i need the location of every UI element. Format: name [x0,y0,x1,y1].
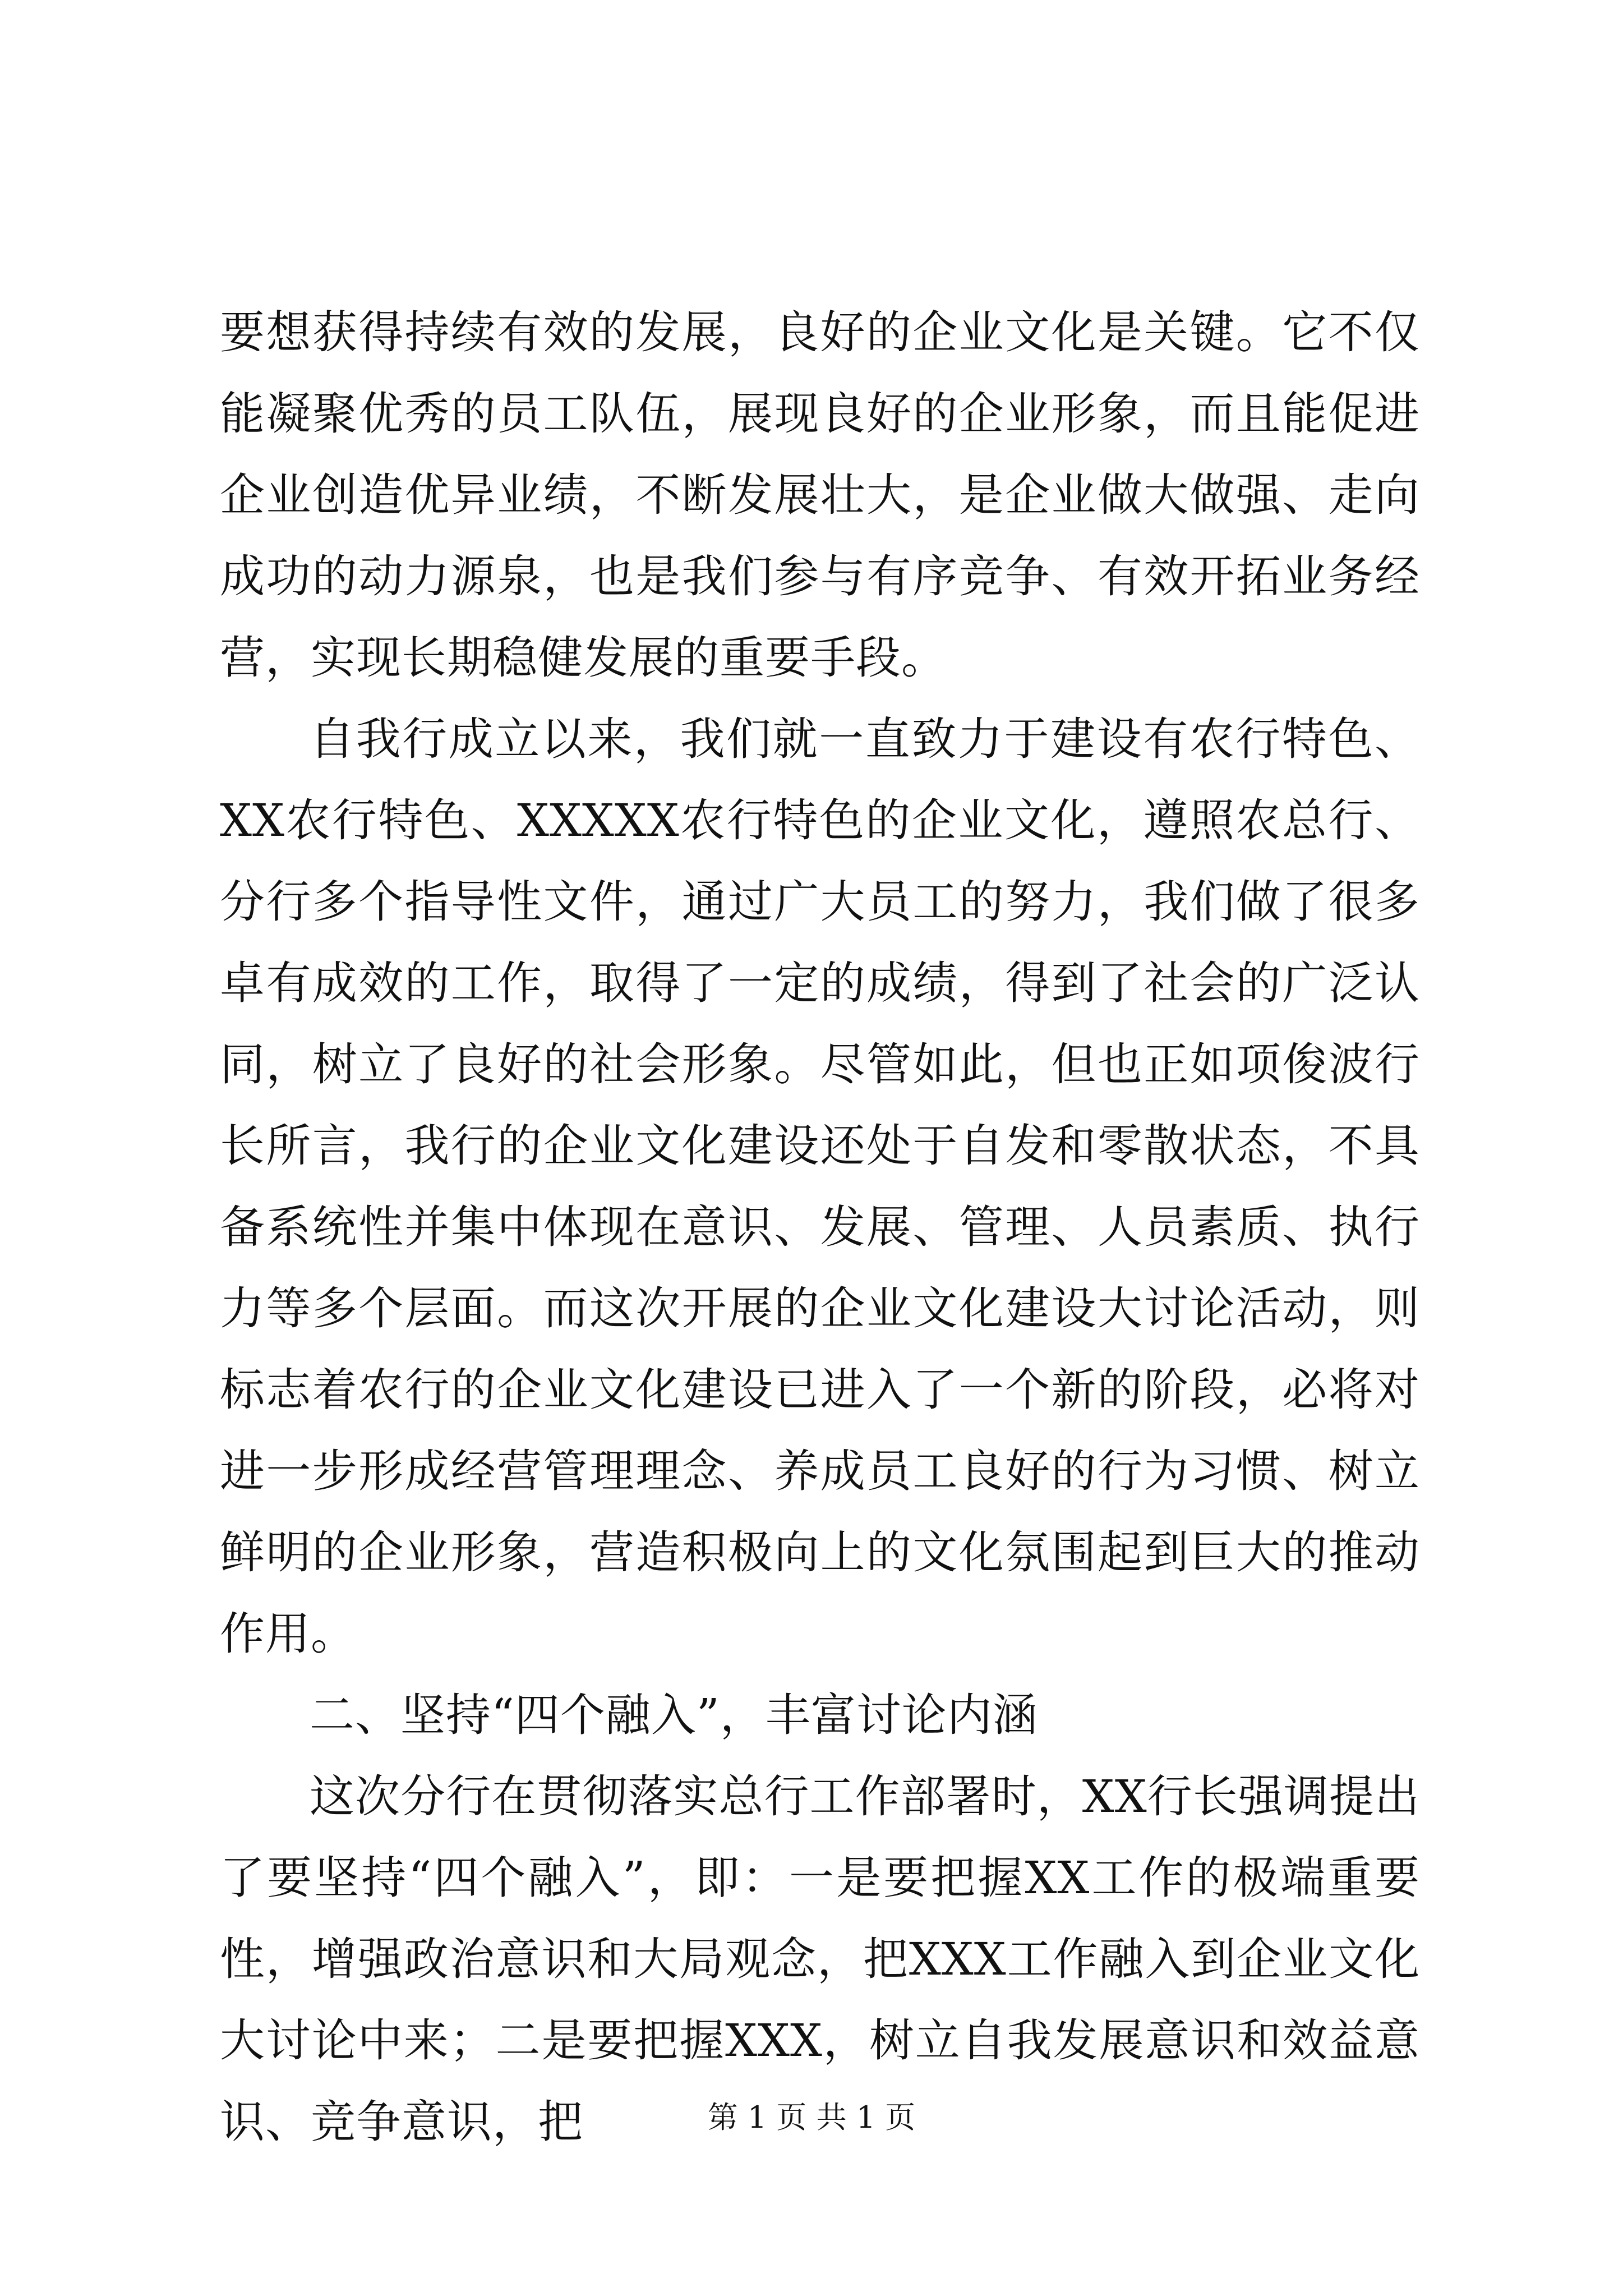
document-body [220,292,1420,2162]
paragraph-3: 这次分行在贯彻落实总行工作部署时，XX行长强调提出了要坚持“四个融入”，即：一是要把握XX工作的极端重要性，增强政治意识和大局观念，把XXX工作融入到企业文化大讨论中来；二是要把握XXX，树立自我发展意识和效益意识、竞争意识，把 [220,1770,1420,2148]
section-heading: 二、坚持“四个融入”，丰富讨论内涵 [310,1689,1038,1741]
paragraph-2: 自我行成立以来，我们就一直致力于建设有农行特色、XX农行特色、XXXXX农行特色的企业文化，遵照农总行、分行多个指导性文件，通过广大员工的努力，我们做了很多卓有成效的工作，取得了一定的成绩，得到了社会的广泛认同，树立了良好的社会形象。尽管如此，但也正如项俊波行长所言，我行的企业文化建设还处于自发和零散状态，不具备系统性并集中体现在意识、发展、管理、人员素质、执行力等多个层面。而这次开展的企业文化建设大讨论活动，则标志着农行的企业文化建设已进入了一个新的阶段，必将对进一步形成经营管理理念、养成员工良好的行为习惯、树立鲜明的企业形象，营造积极向上的文化氛围起到巨大的推动作用。 [220,713,1420,1660]
paragraph-1: 要想获得持续有效的发展，良好的企业文化是关键。它不仅能凝聚优秀的员工队伍，展现良好的企业形象，而且能促进企业创造优异业绩，不断发展壮大，是企业做大做强、走向成功的动力源泉，也是我们参与有序竞争、有效开拓业务经营，实现长期稳健发展的重要手段。 [220,306,1420,684]
page-footer: 第 1 页 共 1 页 [707,2100,916,2135]
